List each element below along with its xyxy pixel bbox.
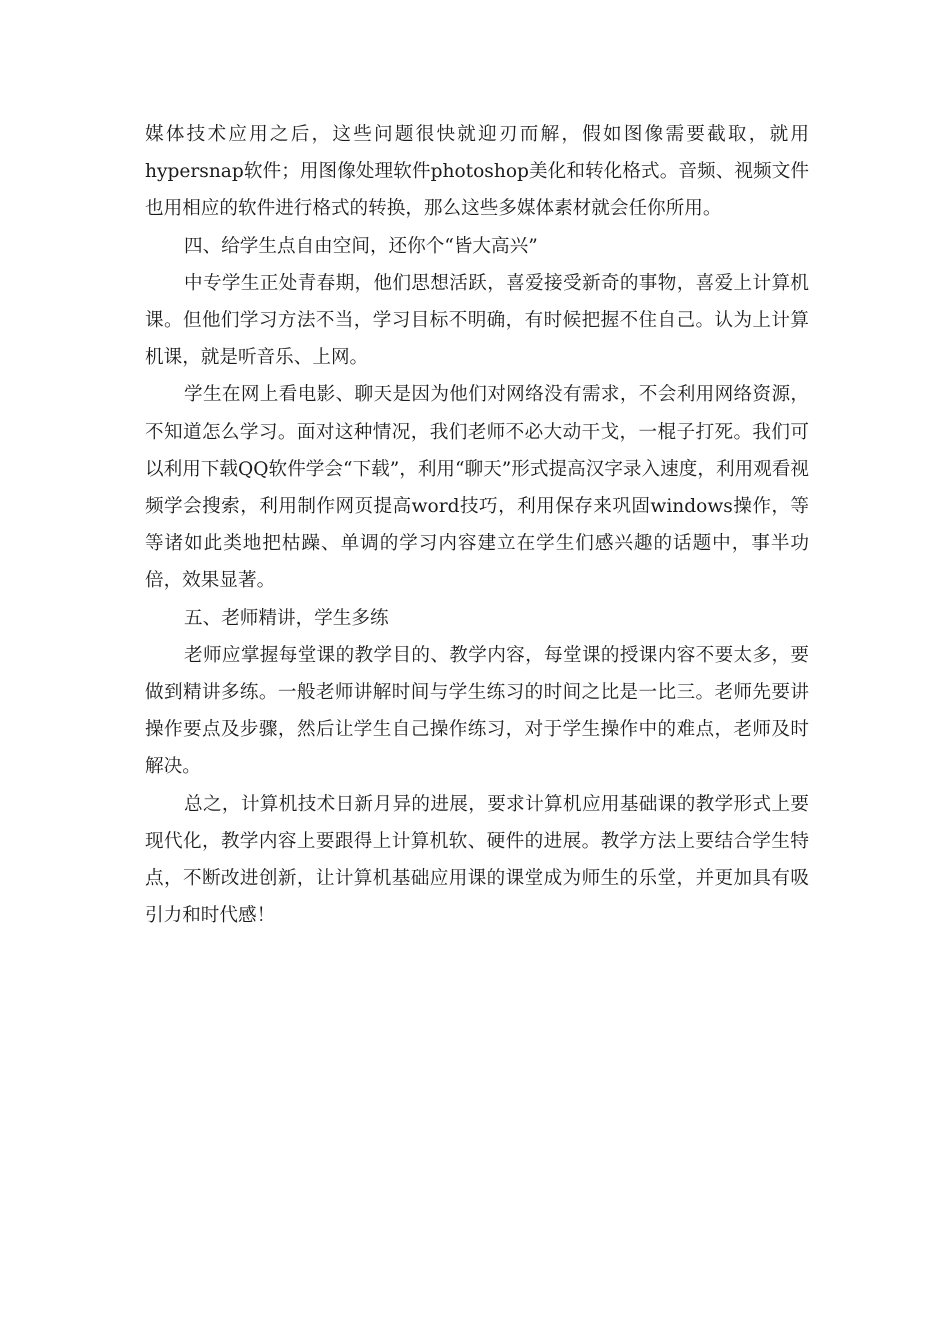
paragraph: 老师应掌握每堂课的教学目的、教学内容，每堂课的授课内容不要太多，要做到精讲多练。一般老师讲解时间与学生练习的时间之比是一比三。老师先要讲操作要点及步骤，然后让学生自己操作练习，对于学生操作中的难点，老师及时解决。 xyxy=(145,644,809,778)
conclusion-paragraph: 总之，计算机技术日新月异的进展，要求计算机应用基础课的教学形式上要现代化，教学内容上要跟得上计算机软、硬件的进展。教学方法上要结合学生特点，不断改进创新，让计算机基础应用课的课堂成为师生的乐堂，并更加具有吸引力和时代感！ xyxy=(145,793,809,927)
paragraph-continuation: 媒体技术应用之后，这些问题很快就迎刃而解，假如图像需要截取，就用hypersnap软件；用图像处理软件photoshop美化和转化格式。音频、视频文件也用相应的软件进行格式的转换，那么这些多媒体素材就会任你所用。 xyxy=(145,124,809,220)
document-body xyxy=(145,116,809,934)
section-heading-4: 四、给学生点自由空间，还你个“皆大高兴” xyxy=(184,235,538,257)
paragraph: 中专学生正处青春期，他们思想活跃，喜爱接受新奇的事物，喜爱上计算机课。但他们学习方法不当，学习目标不明确，有时候把握不住自己。认为上计算机课，就是听音乐、上网。 xyxy=(145,272,809,369)
paragraph: 学生在网上看电影、聊天是因为他们对网络没有需求，不会利用网络资源，不知道怎么学习。面对这种情况，我们老师不必大动干戈，一棍子打死。我们可以利用下载QQ软件学会“下载”，利用“聊天”形式提高汉字录入速度，利用观看视频学会搜索，利用制作网页提高word技巧，利用保存来巩固windows操作，等等诸如此类地把枯躁、单调的学习内容建立在学生们感兴趣的话题中，事半功倍，效果显著。 xyxy=(145,384,809,592)
section-heading-5: 五、老师精讲，学生多练 xyxy=(184,607,389,629)
